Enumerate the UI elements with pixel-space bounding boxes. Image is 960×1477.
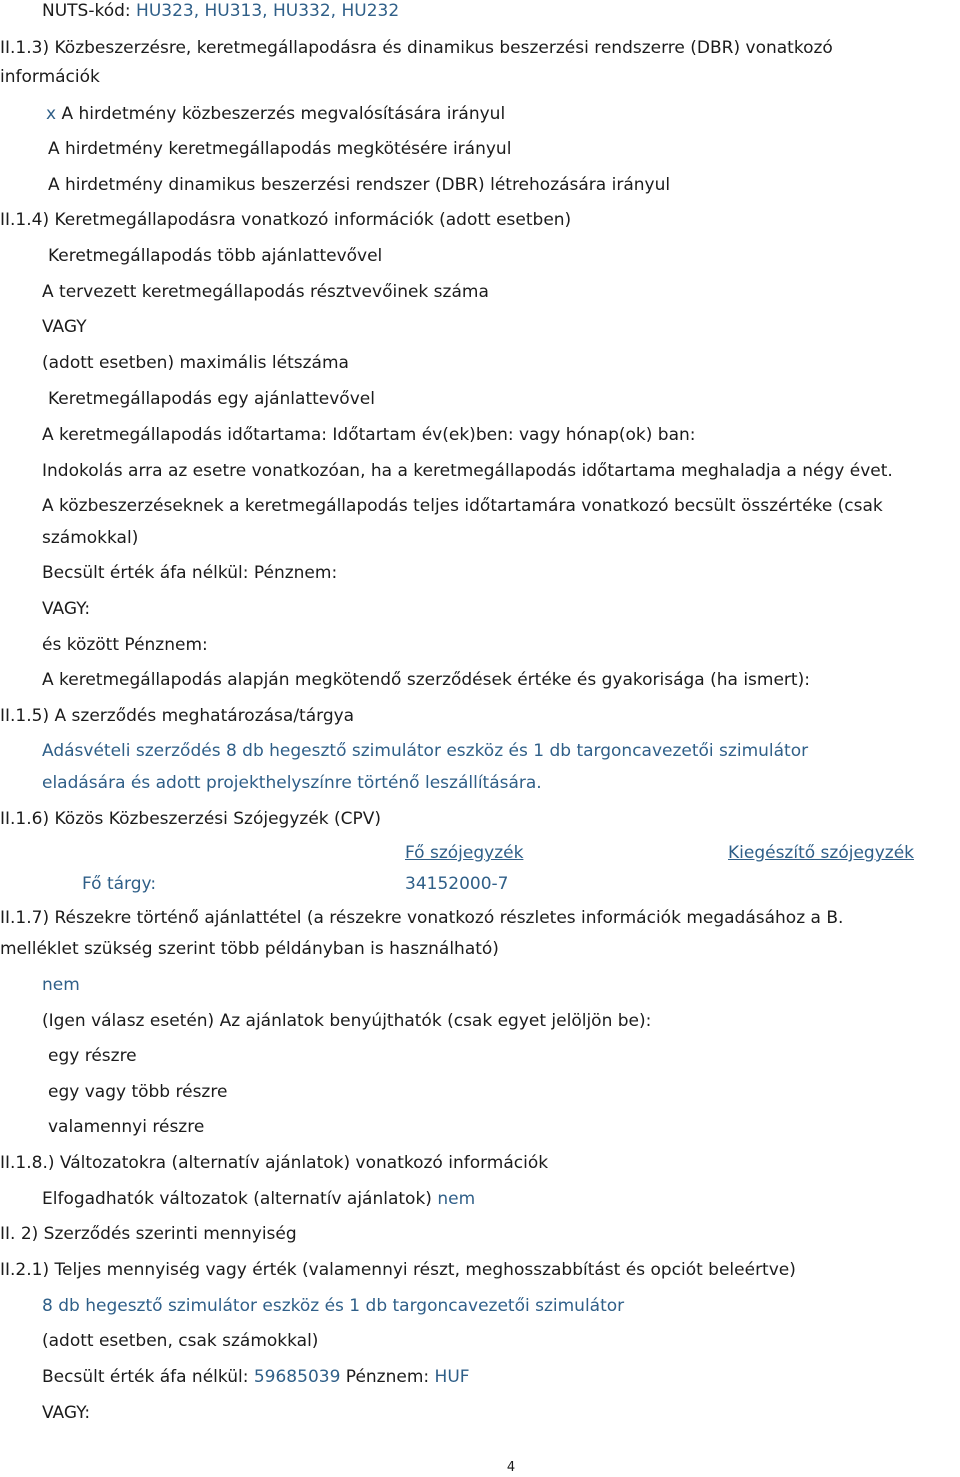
option-text: A hirdetmény dinamikus beszerzési rendszer (DBR) létrehozására irányul: [48, 175, 671, 195]
nuts-line: [42, 0, 399, 22]
cpv-main-header: Fő szójegyzék: [405, 843, 524, 863]
text-line: (adott esetben) maximális létszáma: [42, 353, 349, 373]
text-line: Keretmegállapodás több ajánlattevővel: [48, 246, 383, 266]
nuts-codes: HU323, HU313, HU332, HU232: [136, 1, 400, 21]
variants-line: [42, 1188, 475, 1210]
selected-mark: x: [46, 104, 57, 124]
variants-value: nem: [437, 1189, 476, 1209]
cpv-supplementary-header: Kiegészítő szójegyzék: [728, 843, 914, 863]
section-heading: II. 2) Szerződés szerinti mennyiség: [0, 1224, 297, 1244]
quantity-value: 8 db hegesztő szimulátor eszköz és 1 db targoncavezetői szimulátor: [42, 1296, 625, 1316]
section-heading: II.1.3) Közbeszerzésre, keretmegállapodásra és dinamikus beszerzési rendszerre (DBR) vonatkozó: [0, 38, 833, 58]
text-line: A tervezett keretmegállapodás résztvevőinek száma: [42, 282, 489, 302]
text-line: (adott esetben, csak számokkal): [42, 1331, 319, 1351]
currency-value: HUF: [434, 1367, 470, 1387]
option-text: valamennyi részre: [48, 1117, 205, 1137]
nuts-label: NUTS-kód:: [42, 1, 137, 21]
text-line: A keretmegállapodás alapján megkötendő szerződések értéke és gyakorisága (ha ismert):: [42, 670, 810, 690]
contract-subject-cont: eladására és adott projekthelyszínre történő leszállítására.: [42, 773, 542, 793]
section-heading: II.1.5) A szerződés meghatározása/tárgya: [0, 706, 355, 726]
option-line: [46, 103, 505, 125]
text-line: és között Pénznem:: [42, 635, 208, 655]
section-heading: II.1.4) Keretmegállapodásra vonatkozó információk (adott esetben): [0, 210, 572, 230]
section-heading-cont: információk: [0, 67, 100, 87]
text-line: VAGY:: [42, 1403, 91, 1423]
option-text: A hirdetmény közbeszerzés megvalósítására irányul: [61, 104, 506, 124]
currency-label: Pénznem:: [340, 1367, 435, 1387]
text-line: számokkal): [42, 528, 139, 548]
text-line: VAGY: [42, 317, 87, 337]
cpv-code: 34152000-7: [405, 874, 509, 894]
cpv-row-label: Fő tárgy:: [82, 874, 157, 894]
section-heading: II.1.8.) Változatokra (alternatív ajánlatok) vonatkozó információk: [0, 1153, 549, 1173]
section-heading-cont: melléklet szükség szerint több példányban is használható): [0, 939, 499, 959]
variants-label: Elfogadhatók változatok (alternatív ajánlatok): [42, 1189, 438, 1209]
estimate-value: 59685039: [253, 1367, 341, 1387]
option-text: egy vagy több részre: [48, 1082, 228, 1102]
answer-value: nem: [42, 975, 80, 995]
text-line: Becsült érték áfa nélkül: Pénznem:: [42, 563, 338, 583]
text-line: A keretmegállapodás időtartama: Időtartam év(ek)ben: vagy hónap(ok) ban:: [42, 425, 696, 445]
page-number: 4: [506, 1460, 516, 1475]
text-line: (Igen válasz esetén) Az ajánlatok benyújthatók (csak egyet jelöljön be):: [42, 1011, 652, 1031]
text-line: Indokolás arra az esetre vonatkozóan, ha a keretmegállapodás időtartama meghaladja a négy évet.: [42, 461, 893, 481]
estimate-line: [42, 1366, 470, 1388]
section-heading: II.1.6) Közös Közbeszerzési Szójegyzék (CPV): [0, 809, 382, 829]
estimate-label: Becsült érték áfa nélkül:: [42, 1367, 254, 1387]
text-line: VAGY:: [42, 599, 91, 619]
text-line: A közbeszerzéseknek a keretmegállapodás teljes időtartamára vonatkozó becsült összértéke (csak: [42, 496, 883, 516]
option-text: egy részre: [48, 1046, 137, 1066]
text-line: Keretmegállapodás egy ajánlattevővel: [48, 389, 375, 409]
section-heading: II.2.1) Teljes mennyiség vagy érték (valamennyi részt, meghosszabbítást és opciót beleértve): [0, 1260, 796, 1280]
option-text: A hirdetmény keretmegállapodás megkötésére irányul: [48, 139, 512, 159]
contract-subject: Adásvételi szerződés 8 db hegesztő szimulátor eszköz és 1 db targoncavezetői szimulátor: [42, 741, 809, 761]
section-heading: II.1.7) Részekre történő ajánlattétel (a részekre vonatkozó részletes információk megadásához a B.: [0, 908, 844, 928]
